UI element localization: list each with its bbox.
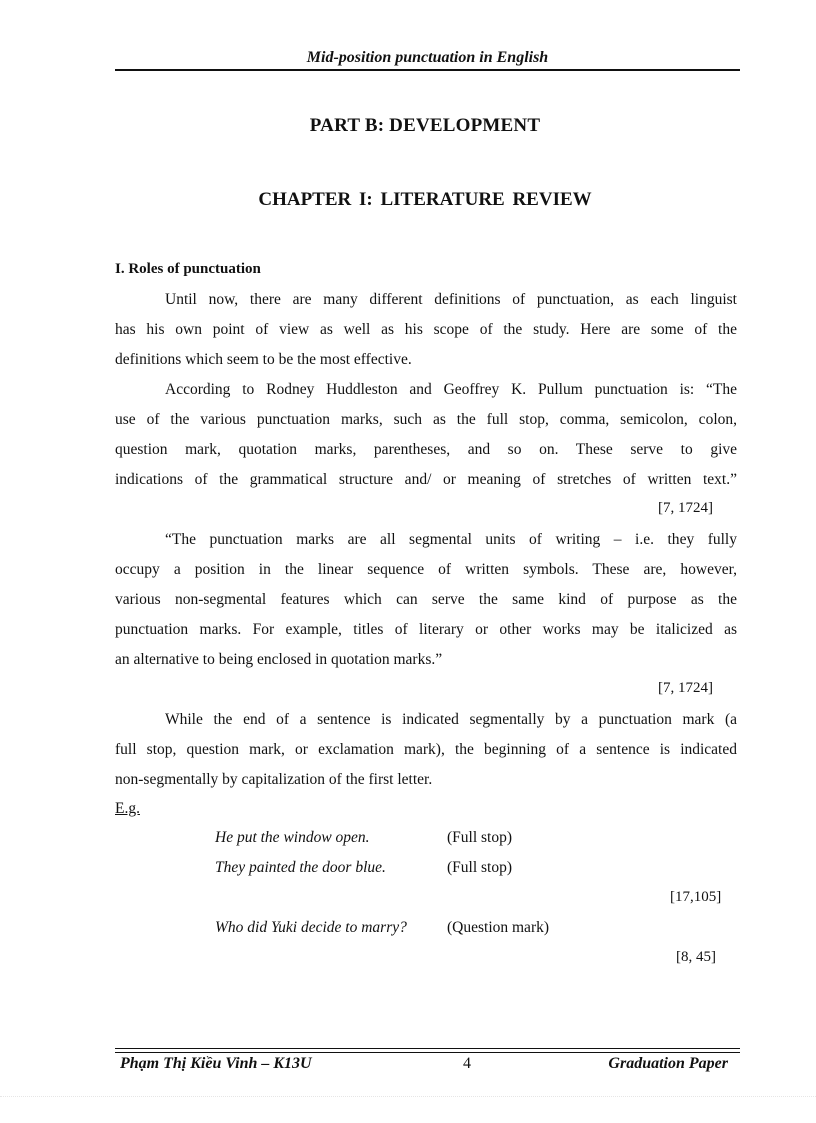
paragraph-line: an alternative to being enclosed in quotation marks.” [115, 651, 443, 668]
paragraph-line: punctuation marks. For example, titles of literary or other works may be italicized as [115, 621, 737, 638]
example-mark: (Full stop) [447, 829, 513, 846]
footer-label: Graduation Paper [608, 1055, 728, 1072]
paragraph-line: full stop, question mark, or exclamation mark), the beginning of a sentence is indicated [115, 741, 737, 758]
paragraph-line: While the end of a sentence is indicated segmentally by a punctuation mark (a [165, 711, 737, 728]
section-heading: I. Roles of punctuation [115, 261, 261, 277]
paragraph-line: various non-segmental features which can serve the same kind of purpose as the [115, 591, 737, 608]
page-bottom-divider [0, 1096, 816, 1097]
paragraph-line: According to Rodney Huddleston and Geoffrey K. Pullum punctuation is: “The [165, 381, 737, 398]
paragraph-line: definitions which seem to be the most effective. [115, 351, 412, 368]
paragraph-line: use of the various punctuation marks, such as the full stop, comma, semicolon, colon, [115, 411, 737, 428]
paragraph-line: question mark, quotation marks, parentheses, and so on. These serve to give [115, 441, 737, 458]
citation: [7, 1724] [658, 680, 713, 696]
example-label: E.g. [115, 800, 140, 817]
chapter-title: CHAPTER I: LITERATURE REVIEW [258, 189, 592, 210]
header-rule [115, 69, 740, 71]
example-mark: (Full stop) [447, 859, 513, 876]
page-number: 4 [463, 1055, 471, 1072]
part-title: PART B: DEVELOPMENT [309, 115, 541, 136]
paragraph-line: indications of the grammatical structure and/ or meaning of stretches of written text.” [115, 471, 737, 488]
citation: [17,105] [670, 889, 722, 905]
page-header-title: Mid-position punctuation in English [306, 49, 549, 66]
citation: [8, 45] [676, 949, 716, 965]
paragraph-line: Until now, there are many different definitions of punctuation, as each linguist [165, 291, 737, 308]
footer-rule [115, 1052, 740, 1053]
example-mark: (Question mark) [447, 919, 550, 936]
example-sentence: Who did Yuki decide to marry? [215, 919, 407, 936]
paragraph-line: has his own point of view as well as his scope of the study. Here are some of the [115, 321, 737, 338]
footer-author: Phạm Thị Kiều Vinh – K13U [120, 1055, 312, 1072]
footer-rule [115, 1048, 740, 1049]
example-sentence: He put the window open. [215, 829, 370, 846]
paragraph-line: non-segmentally by capitalization of the first letter. [115, 771, 433, 788]
paragraph-line: occupy a position in the linear sequence of written symbols. These are, however, [115, 561, 737, 578]
citation: [7, 1724] [658, 500, 713, 516]
example-sentence: They painted the door blue. [215, 859, 386, 876]
paragraph-line: “The punctuation marks are all segmental units of writing – i.e. they fully [165, 531, 737, 548]
